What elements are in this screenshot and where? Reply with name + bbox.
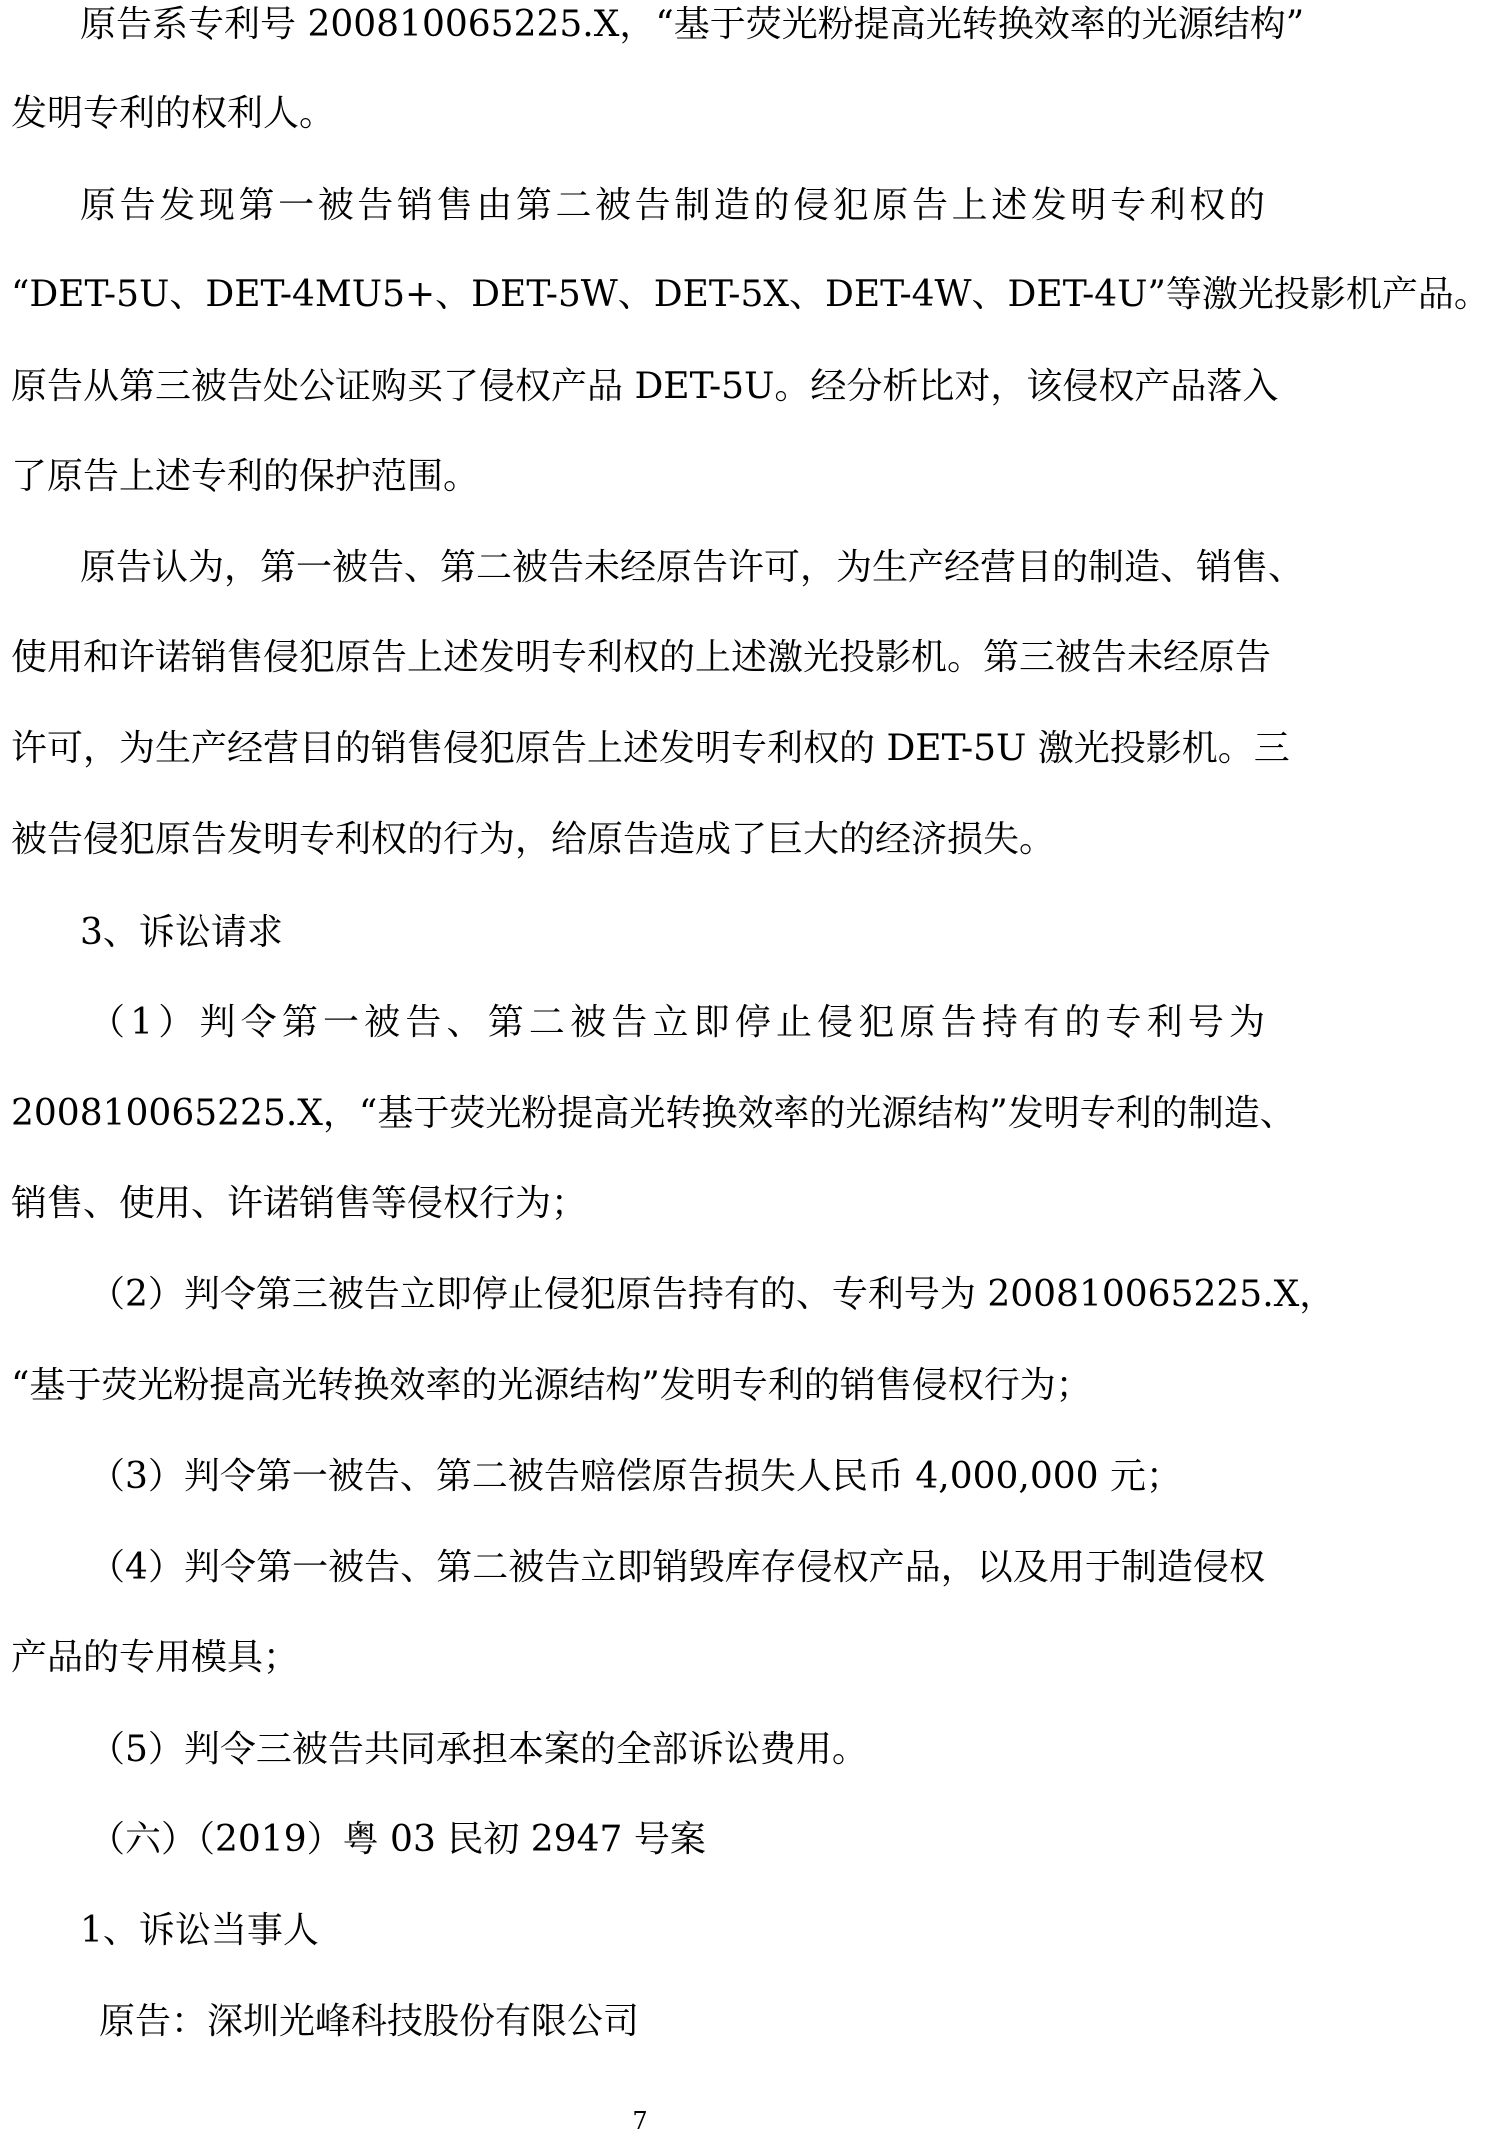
paragraph-line: 许可，为生产经营目的销售侵犯原告上述发明专利权的 DET-5U 激光投影机。三 [11,728,1290,769]
claim-line: （4）判令第一被告、第二被告立即销毁库存侵权产品，以及用于制造侵权 [89,1547,1265,1588]
section-heading: 1、诉讼当事人 [80,1910,319,1951]
claim-line: 200810065225.X，“基于荧光粉提高光转换效率的光源结构”发明专利的制造、 [11,1093,1296,1134]
section-heading: 3、诉讼请求 [80,912,283,953]
paragraph-line: 发明专利的权利人。 [11,93,336,134]
claim-line: 产品的专用模具； [11,1637,300,1678]
paragraph-line: 原告从第三被告处公证购买了侵权产品 DET-5U。经分析比对，该侵权产品落入 [11,366,1279,407]
paragraph-line: 原告认为，第一被告、第二被告未经原告许可，为生产经营目的制造、销售、 [80,547,1305,588]
page-number: 7 [632,2107,648,2135]
paragraph-line: “DET-5U、DET-4MU5+、DET-5W、DET-5X、DET-4W、DET-4U”等激光投影机产品。 [11,274,1490,315]
plaintiff-line: 原告：深圳光峰科技股份有限公司 [99,2001,640,2042]
claim-line: （5）判令三被告共同承担本案的全部诉讼费用。 [89,1729,868,1770]
paragraph-line: 了原告上述专利的保护范围。 [11,456,480,497]
paragraph-line: 使用和许诺销售侵犯原告上述发明专利权的上述激光投影机。第三被告未经原告 [11,637,1272,678]
claim-line: 销售、使用、许诺销售等侵权行为； [11,1183,588,1224]
paragraph-line: 被告侵犯原告发明专利权的行为，给原告造成了巨大的经济损失。 [11,819,1056,860]
paragraph-line: 原告系专利号 200810065225.X，“基于荧光粉提高光转换效率的光源结构” [80,4,1305,45]
claim-line: （3）判令第一被告、第二被告赔偿原告损失人民币 4,000,000 元； [89,1456,1183,1497]
claim-line: （2）判令第三被告立即停止侵犯原告持有的、专利号为 200810065225.X， [89,1274,1336,1315]
claim-line: “基于荧光粉提高光转换效率的光源结构”发明专利的销售侵权行为； [11,1365,1092,1406]
claim-line: （1）判令第一被告、第二被告立即停止侵犯原告持有的专利号为 [89,1002,1265,1043]
paragraph-line: 原告发现第一被告销售由第二被告制造的侵犯原告上述发明专利权的 [80,185,1265,226]
case-heading: （六）（2019）粤 03 民初 2947 号案 [89,1819,706,1860]
